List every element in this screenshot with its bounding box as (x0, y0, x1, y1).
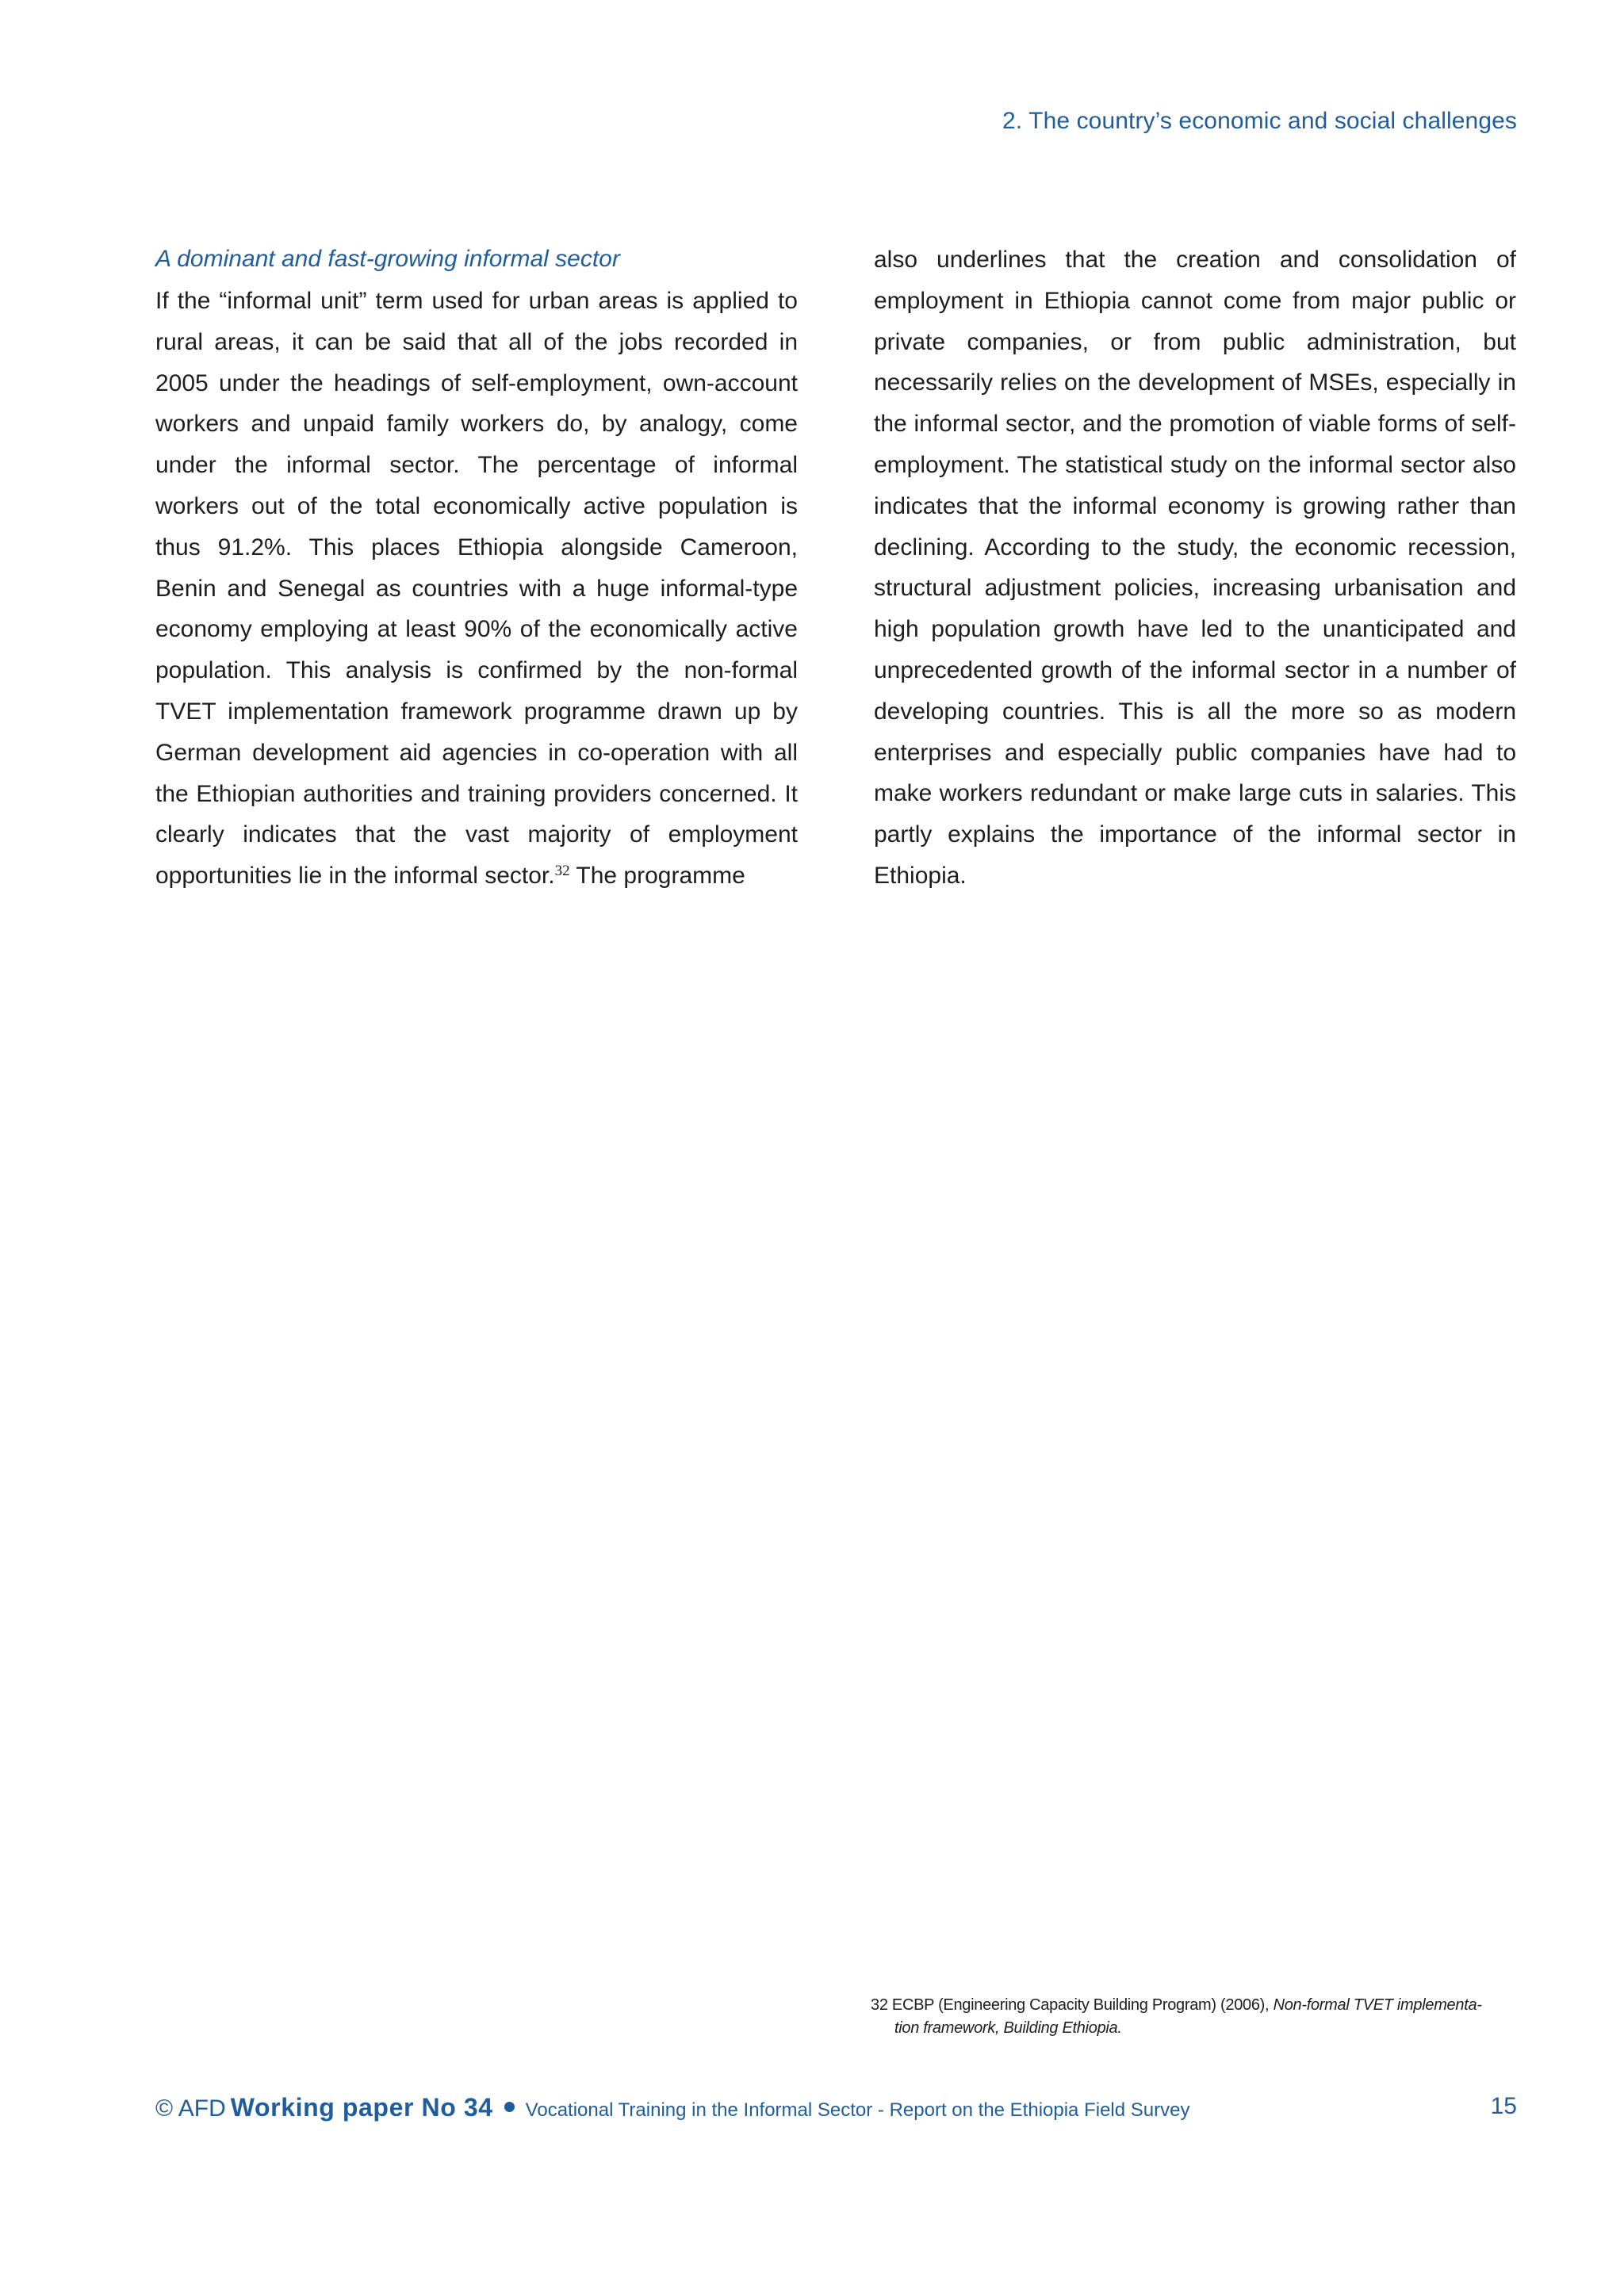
left-paragraph (155, 281, 798, 897)
series-title: Working paper No 34 (230, 2093, 493, 2122)
report-title: Vocational Training in the Informal Sector - Report on the Ethiopia Field Survey (525, 2099, 1190, 2121)
page-number: 15 (1490, 2093, 1517, 2119)
left-paragraph-continuation: The programme (569, 863, 745, 890)
footnote-italic-title: Non-formal TVET implementa- (1273, 1996, 1482, 2014)
footnote-number: 32 (871, 1996, 888, 2014)
page-footer (155, 2093, 1517, 2133)
bullet-dot-icon (504, 2102, 515, 2112)
footnote-text: ECBP (Engineering Capacity Building Program) (2006), (887, 1996, 1274, 2014)
footnote-italic-title-cont: tion framework, Building Ethiopia. (894, 2019, 1122, 2037)
right-paragraph: also underlines that the creation and consolidation of employment in Ethiopia cannot come from major public or private companies, or from public administration, but necessarily relies on the development of MSEs, especially in the informal sector, and the promotion of viable forms of self-employment. The statistical study on the informal sector also indicates that the informal economy is growing rather than declining. According to the study, the economic recession, structural adjustment policies, increasing urbanisation and high population growth have led to the unanticipated and unprecedented growth of the informal sector in a number of developing countries. This is all the more so as modern enterprises and especially public companies have had to make workers redundant or make large cuts in salaries. This partly explains the importance of the informal sector in Ethiopia. (874, 247, 1516, 889)
left-column (155, 239, 798, 897)
footnote-reference: 32 (554, 863, 570, 880)
copyright-text: © AFD (155, 2095, 226, 2122)
left-paragraph-text: If the “informal unit” term used for urban areas is applied to rural areas, it can be said that all of the jobs recorded in 2005 under the headings of self-employment, own-account workers and unpaid family workers do, by analogy, come under the informal sector. The percentage of informal workers out of the total economically active population is thus 91.2%. This places Ethiopia alongside Cameroon, Benin and Senegal as countries with a huge informal-type economy employing at least 90% of the economically active population. This analysis is confirmed by the non-formal TVET implementation framework programme drawn up by German development aid agencies in co-operation with all the Ethiopian authorities and training providers concerned. It clearly indicates that the vast majority of employment opportunities lie in the informal sector. (155, 288, 798, 890)
footer-left (155, 2093, 1189, 2122)
footnote-continuation (871, 2017, 1505, 2040)
section-heading: A dominant and fast-growing informal sector (155, 246, 620, 272)
right-column (874, 239, 1516, 897)
running-header: 2. The country’s economic and social challenges (1002, 108, 1517, 134)
footnote (871, 1994, 1505, 2040)
